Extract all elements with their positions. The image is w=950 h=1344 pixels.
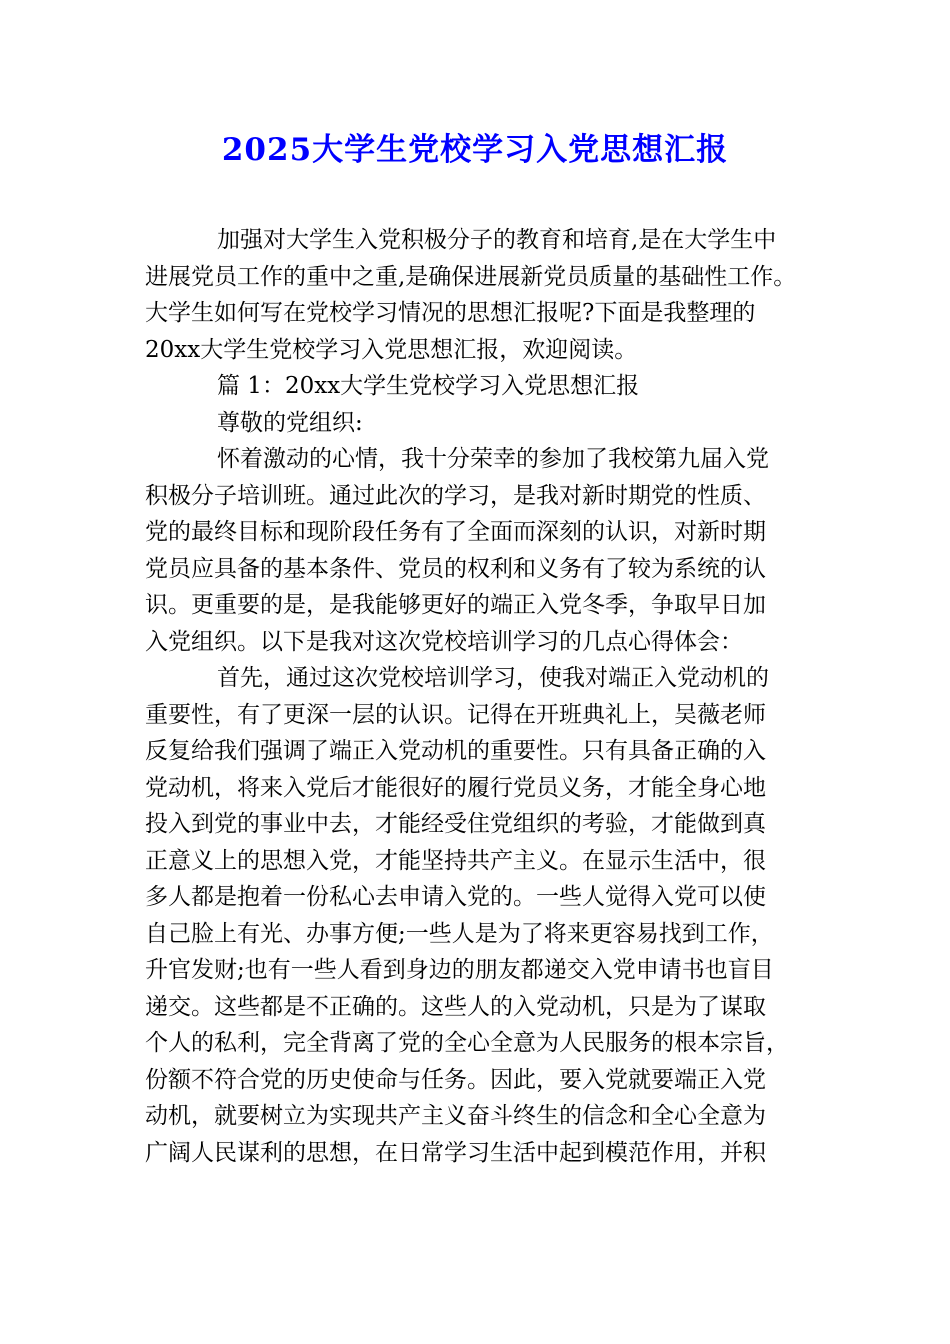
text-line: 投入到党的事业中去，才能经受住党组织的考验，才能做到真 [145,811,766,837]
text-line: 反复给我们强调了端正入党动机的重要性。只有具备正确的入 [145,738,766,764]
text-line: 广阔人民谋利的思想，在日常学习生活中起到模范作用，并积 [145,1139,766,1166]
text-line: 党员应具备的基本条件、党员的权利和义务有了较为系统的认 [145,555,766,582]
text-line: 进展党员工作的重中之重,是确保进展新党员质量的基础性工作。 [145,263,797,290]
document-title: 2025大学生党校学习入党思想汇报 [221,132,729,168]
text-line: 动机，就要树立为实现共产主义奋斗终生的信念和全心全意为 [145,1103,766,1129]
text-line: 加强对大学生入党积极分子的教育和培育,是在大学生中 [217,227,777,253]
text-line: 自己脸上有光、办事方便;一些人是为了将来更容易找到工作， [145,920,774,947]
text-line: 递交。这些都是不正确的。这些人的入党动机，只是为了谋取 [145,993,766,1020]
document-body [145,222,825,1171]
text-line: 首先，通过这次党校培训学习，使我对端正入党动机的 [217,665,769,691]
text-line: 积极分子培训班。通过此次的学习，是我对新时期党的性质、 [145,482,766,509]
text-line: 重要性，有了更深一层的认识。记得在开班典礼上，吴薇老师 [145,701,766,728]
text-line: 篇 1：20xx大学生党校学习入党思想汇报 [217,373,640,399]
text-line: 升官发财;也有一些人看到身边的朋友都递交入党申请书也盲目 [145,957,774,983]
text-line: 怀着激动的心情，我十分荣幸的参加了我校第九届入党 [217,446,769,472]
text-line: 个人的私利，完全背离了党的全心全意为人民服务的根本宗旨， [145,1030,789,1056]
text-line: 党的最终目标和现阶段任务有了全面而深刻的认识，对新时期 [145,519,766,545]
text-line: 尊敬的党组织: [217,409,363,436]
text-line: 识。更重要的是，是我能够更好的端正入党冬季，争取早日加 [145,592,766,618]
text-line: 正意义上的思想入党，才能坚持共产主义。在显示生活中，很 [145,847,766,874]
text-line: 大学生如何写在党校学习情况的思想汇报呢?下面是我整理的 [145,300,756,326]
text-line: 党动机，将来入党后才能很好的履行党员义务，才能全身心地 [145,774,766,801]
text-line: 多人都是抱着一份私心去申请入党的。一些人觉得入党可以使 [145,884,766,910]
text-line: 20xx大学生党校学习入党思想汇报，欢迎阅读。 [145,336,638,363]
text-line: 份额不符合党的历史使命与任务。因此，要入党就要端正入党 [145,1066,766,1093]
text-line: 入党组织。以下是我对这次党校培训学习的几点心得体会： [145,628,743,655]
